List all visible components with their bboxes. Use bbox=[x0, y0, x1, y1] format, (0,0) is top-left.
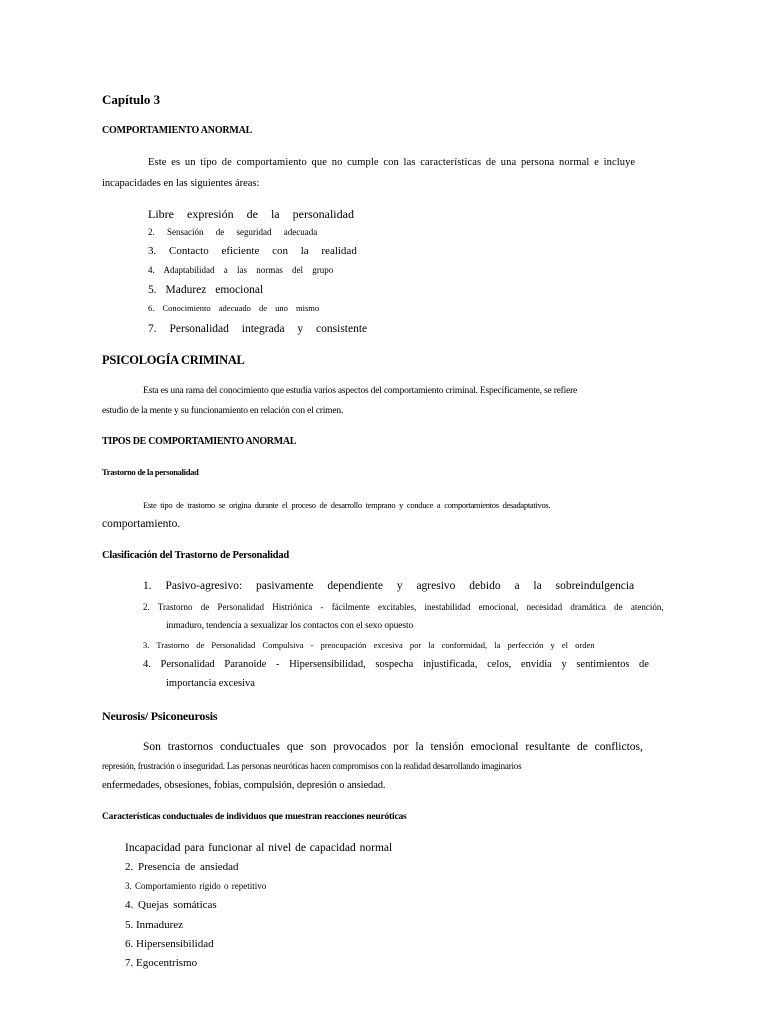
area-item-6: 6. Conocimiento adecuado de uno mismo bbox=[148, 303, 320, 313]
intro-paragraph-line-2: incapacidades en las siguientes áreas: bbox=[102, 178, 260, 189]
clasificacion-item-4-cont: importancia excesiva bbox=[166, 678, 255, 689]
clasificacion-heading: Clasificación del Trastorno de Personalidad bbox=[102, 550, 290, 561]
chapter-subtitle: COMPORTAMIENTO ANORMAL bbox=[102, 125, 253, 136]
tipos-subheading: Trastorno de la personalidad bbox=[102, 467, 199, 477]
area-item-3: 3. Contacto eficiente con la realidad bbox=[148, 245, 357, 257]
clasificacion-item-3: 3. Trastorno de Personalidad Compulsiva - preocupación excesiva por la conformidad, la perfección y el orden bbox=[143, 640, 595, 650]
neurosis-heading: Neurosis/ Psiconeurosis bbox=[102, 709, 218, 723]
criminal-heading: PSICOLOGÍA CRIMINAL bbox=[102, 353, 245, 367]
area-item-7: 7. Personalidad integrada y consistente bbox=[148, 323, 368, 335]
neurosis-paragraph-line-2: represión, frustración o inseguridad. Las personas neuróticas hacen compromisos con la realidad desarrollando imaginarios bbox=[102, 761, 522, 771]
area-item-1: Libre expresión de la personalidad bbox=[148, 207, 354, 221]
area-item-5: 5. Madurez emocional bbox=[148, 284, 264, 296]
caracteristicas-item-4: 4. Quejas somáticas bbox=[125, 899, 217, 911]
caracteristicas-item-7: 7. Egocentrismo bbox=[125, 957, 198, 969]
intro-paragraph-line-1: Este es un tipo de comportamiento que no cumple con las características de una persona normal e incluye bbox=[148, 157, 636, 168]
chapter-title: Capítulo 3 bbox=[102, 92, 161, 107]
neurosis-paragraph-line-3: enfermedades, obsesiones, fobias, compulsión, depresión o ansiedad. bbox=[102, 780, 386, 791]
area-item-2: 2. Sensación de seguridad adecuada bbox=[148, 227, 318, 237]
caracteristicas-item-6: 6. Hipersensibilidad bbox=[125, 938, 214, 950]
tipos-heading: TIPOS DE COMPORTAMIENTO ANORMAL bbox=[102, 436, 297, 447]
criminal-paragraph-line-1: Esta es una rama del conocimiento que estudia varios aspectos del comportamiento criminal. Específicamente, se refiere bbox=[143, 386, 578, 396]
clasificacion-item-1: 1. Pasivo-agresivo: pasivamente dependiente y agresivo debido a la sobreindulgencia bbox=[143, 580, 635, 592]
caracteristicas-heading: Características conductuales de individuos que muestran reacciones neuróticas bbox=[102, 812, 407, 822]
caracteristicas-item-2: 2. Presencia de ansiedad bbox=[125, 861, 239, 873]
caracteristicas-item-5: 5. Inmadurez bbox=[125, 919, 184, 931]
tipos-paragraph-line-1: Este tipo de trastorno se origina durante el proceso de desarrollo temprano y conduce a comportamientos desadaptativos. bbox=[143, 500, 551, 510]
caracteristicas-item-3: 3. Comportamiento rígido o repetitivo bbox=[125, 881, 267, 891]
clasificacion-item-4: 4. Personalidad Paranoide - Hipersensibilidad, sospecha injustificada, celos, envidia y sentimientos de bbox=[143, 659, 649, 670]
caracteristicas-item-1: Incapacidad para funcionar al nivel de capacidad normal bbox=[125, 842, 393, 854]
tipos-paragraph-line-2: comportamiento. bbox=[102, 518, 181, 530]
clasificacion-item-2-cont: inmaduro, tendencia a sexualizar los contactos con el sexo opuesto bbox=[166, 621, 414, 631]
clasificacion-item-2: 2. Trastorno de Personalidad Histriónica - fácilmente excitables, inestabilidad emocional, necesidad dramática de atención, bbox=[143, 602, 664, 612]
area-item-4: 4. Adaptabilidad a las normas del grupo bbox=[148, 265, 334, 275]
neurosis-paragraph-line-1: Son trastornos conductuales que son provocados por la tensión emocional resultante de conflictos, bbox=[143, 741, 643, 753]
criminal-paragraph-line-2: estudio de la mente y su funcionamiento en relación con el crimen. bbox=[102, 406, 344, 416]
